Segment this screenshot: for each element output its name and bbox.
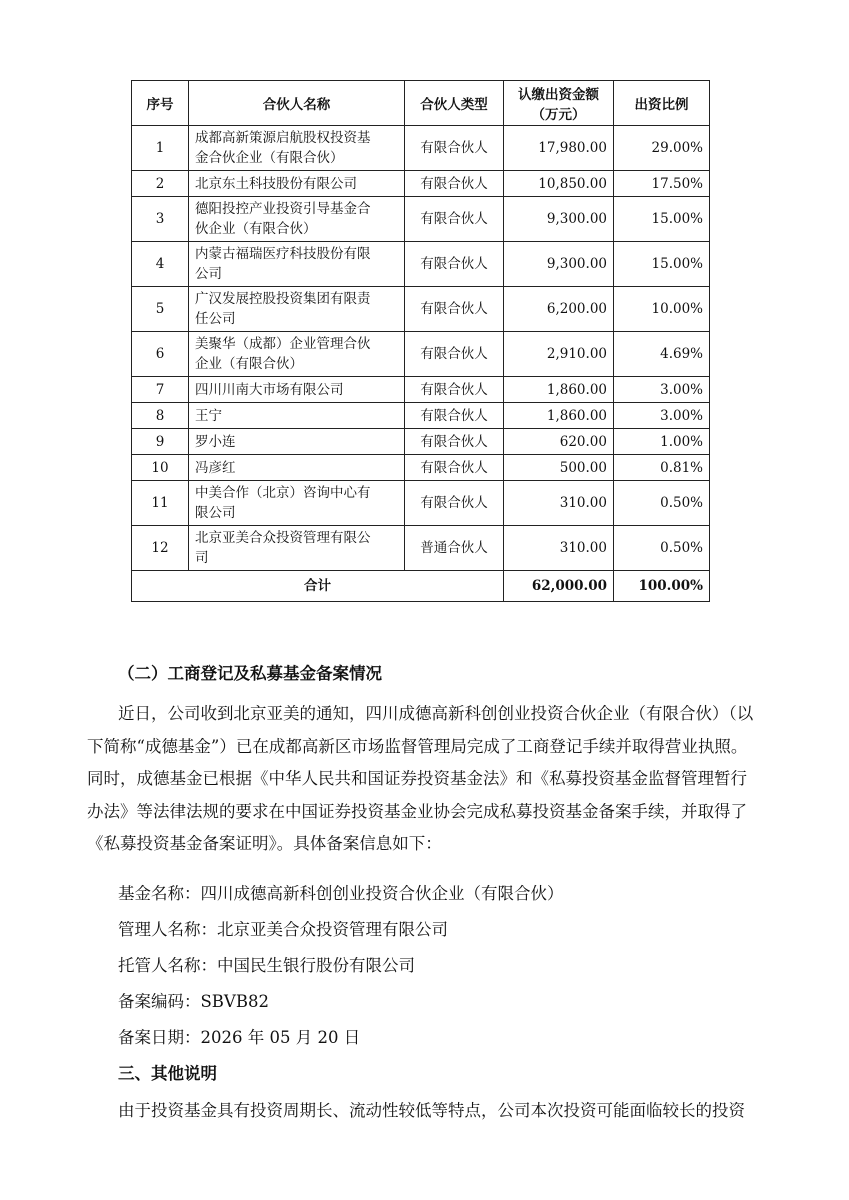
cell-name-line: 美聚华（成都）企业管理合伙 — [195, 336, 371, 352]
header-amount — [504, 81, 614, 126]
cell-index: 8 — [132, 403, 189, 429]
header-index: 序号 — [132, 81, 189, 126]
cell-type: 有限合伙人 — [405, 242, 504, 287]
cell-name-line: 广汉发展控股投资集团有限责 — [195, 291, 371, 307]
info-label: 托管人名称： — [118, 956, 217, 975]
total-label: 合计 — [132, 571, 504, 602]
info-value: SBVB82 — [200, 992, 269, 1011]
table-total-row — [132, 571, 710, 602]
table-row — [132, 403, 710, 429]
cell-type: 有限合伙人 — [405, 377, 504, 403]
info-value: 北京亚美合众投资管理有限公司 — [217, 920, 448, 939]
cell-amount: 1,860.00 — [504, 377, 614, 403]
table-row — [132, 526, 710, 571]
table-row — [132, 455, 710, 481]
paragraph-line: 近日，公司收到北京亚美的通知，四川成德高新科创创业投资合伙企业（有限合伙）（以 — [118, 704, 754, 723]
table-row — [132, 481, 710, 526]
cell-index: 9 — [132, 429, 189, 455]
info-manager-name — [118, 916, 448, 940]
cell-name — [189, 526, 405, 571]
info-label: 备案日期： — [118, 1028, 201, 1047]
cell-type: 普通合伙人 — [405, 526, 504, 571]
section2-paragraph — [87, 698, 763, 861]
cell-name: 罗小连 — [189, 429, 405, 455]
cell-index: 11 — [132, 481, 189, 526]
cell-name: 王宁 — [189, 403, 405, 429]
cell-ratio: 4.69% — [614, 332, 710, 377]
section3-heading: 三、其他说明 — [118, 1064, 217, 1083]
cell-name — [189, 332, 405, 377]
total-ratio: 100.00% — [614, 571, 710, 602]
table-row — [132, 332, 710, 377]
cell-amount: 310.00 — [504, 526, 614, 571]
cell-type: 有限合伙人 — [405, 171, 504, 197]
cell-amount: 6,200.00 — [504, 287, 614, 332]
cell-ratio: 15.00% — [614, 197, 710, 242]
table-row — [132, 197, 710, 242]
cell-name-line: 限公司 — [195, 505, 236, 521]
cell-amount: 620.00 — [504, 429, 614, 455]
cell-amount: 500.00 — [504, 455, 614, 481]
header-ratio: 出资比例 — [614, 81, 710, 126]
cell-name — [189, 126, 405, 171]
cell-ratio: 0.50% — [614, 481, 710, 526]
cell-ratio: 3.00% — [614, 403, 710, 429]
cell-type: 有限合伙人 — [405, 429, 504, 455]
cell-name-line: 北京亚美合众投资管理有限公 — [195, 530, 371, 546]
paragraph-line: 同时，成德基金已根据《中华人民共和国证券投资基金法》和《私募投资基金监督管理暂行 — [87, 769, 747, 788]
info-value: 中国民生银行股份有限公司 — [217, 956, 415, 975]
cell-index: 2 — [132, 171, 189, 197]
cell-name-line: 司 — [195, 550, 209, 566]
paragraph-line: 《私募投资基金备案证明》。具体备案信息如下： — [87, 834, 442, 853]
cell-name: 北京东土科技股份有限公司 — [189, 171, 405, 197]
table-row — [132, 429, 710, 455]
info-filing-date — [118, 1024, 360, 1048]
cell-type: 有限合伙人 — [405, 455, 504, 481]
cell-ratio: 3.00% — [614, 377, 710, 403]
cell-amount: 9,300.00 — [504, 197, 614, 242]
cell-index: 7 — [132, 377, 189, 403]
cell-index: 3 — [132, 197, 189, 242]
cell-name-line: 伙企业（有限合伙） — [195, 221, 317, 237]
cell-name — [189, 287, 405, 332]
cell-name — [189, 481, 405, 526]
cell-ratio: 0.81% — [614, 455, 710, 481]
cell-name — [189, 197, 405, 242]
cell-index: 1 — [132, 126, 189, 171]
info-fund-name — [118, 880, 564, 904]
info-value: 2026 年 05 月 20 日 — [200, 1028, 361, 1047]
cell-name-line: 中美合作（北京）咨询中心有 — [195, 485, 371, 501]
cell-name: 四川川南大市场有限公司 — [189, 377, 405, 403]
cell-type: 有限合伙人 — [405, 126, 504, 171]
cell-name-line: 任公司 — [195, 311, 236, 327]
info-label: 管理人名称： — [118, 920, 217, 939]
header-type: 合伙人类型 — [405, 81, 504, 126]
cell-name-line: 成都高新策源启航股权投资基 — [195, 130, 371, 146]
cell-name-line: 德阳投控产业投资引导基金合 — [195, 201, 371, 217]
header-amount-line1: 认缴出资金额 — [518, 87, 599, 103]
cell-ratio: 1.00% — [614, 429, 710, 455]
header-amount-line2: （万元） — [531, 107, 586, 123]
table-row — [132, 242, 710, 287]
cell-type: 有限合伙人 — [405, 403, 504, 429]
table-row — [132, 126, 710, 171]
cell-ratio: 10.00% — [614, 287, 710, 332]
cell-ratio: 17.50% — [614, 171, 710, 197]
header-name: 合伙人名称 — [189, 81, 405, 126]
cell-type: 有限合伙人 — [405, 481, 504, 526]
section2-heading: （二）工商登记及私募基金备案情况 — [118, 664, 382, 683]
cell-index: 6 — [132, 332, 189, 377]
cell-name-line: 内蒙古福瑞医疗科技股份有限 — [195, 246, 371, 262]
cell-type: 有限合伙人 — [405, 332, 504, 377]
cell-name: 冯彦红 — [189, 455, 405, 481]
cell-ratio: 29.00% — [614, 126, 710, 171]
paragraph-line: 办法》等法律法规的要求在中国证券投资基金业协会完成私募投资基金备案手续，并取得了 — [87, 801, 747, 821]
cell-index: 5 — [132, 287, 189, 332]
cell-name-line: 企业（有限合伙） — [195, 356, 303, 372]
cell-name-line: 金合伙企业（有限合伙） — [195, 150, 344, 166]
table-row — [132, 287, 710, 332]
table-row — [132, 171, 710, 197]
cell-type: 有限合伙人 — [405, 287, 504, 332]
cell-amount: 17,980.00 — [504, 126, 614, 171]
cell-type: 有限合伙人 — [405, 197, 504, 242]
partners-table — [131, 80, 710, 602]
cell-amount: 1,860.00 — [504, 403, 614, 429]
cell-ratio: 0.50% — [614, 526, 710, 571]
cell-amount: 2,910.00 — [504, 332, 614, 377]
cell-amount: 9,300.00 — [504, 242, 614, 287]
cell-index: 12 — [132, 526, 189, 571]
cell-index: 4 — [132, 242, 189, 287]
info-label: 基金名称： — [118, 884, 201, 903]
cell-name — [189, 242, 405, 287]
table-header-row — [132, 81, 710, 126]
info-value: 四川成德高新科创创业投资合伙企业（有限合伙） — [200, 884, 564, 903]
cell-index: 10 — [132, 455, 189, 481]
cell-name-line: 公司 — [195, 266, 222, 282]
section3-paragraph: 由于投资基金具有投资周期长、流动性较低等特点，公司本次投资可能面临较长的投资 — [118, 1101, 745, 1120]
total-amount: 62,000.00 — [504, 571, 614, 602]
info-custodian-name — [118, 952, 415, 976]
paragraph-line: 下简称“成德基金”）已在成都高新区市场监督管理局完成了工商登记手续并取得营业执照。 — [87, 736, 748, 756]
info-filing-code — [118, 988, 269, 1012]
cell-amount: 310.00 — [504, 481, 614, 526]
info-label: 备案编码： — [118, 992, 201, 1011]
cell-amount: 10,850.00 — [504, 171, 614, 197]
cell-ratio: 15.00% — [614, 242, 710, 287]
table-row — [132, 377, 710, 403]
